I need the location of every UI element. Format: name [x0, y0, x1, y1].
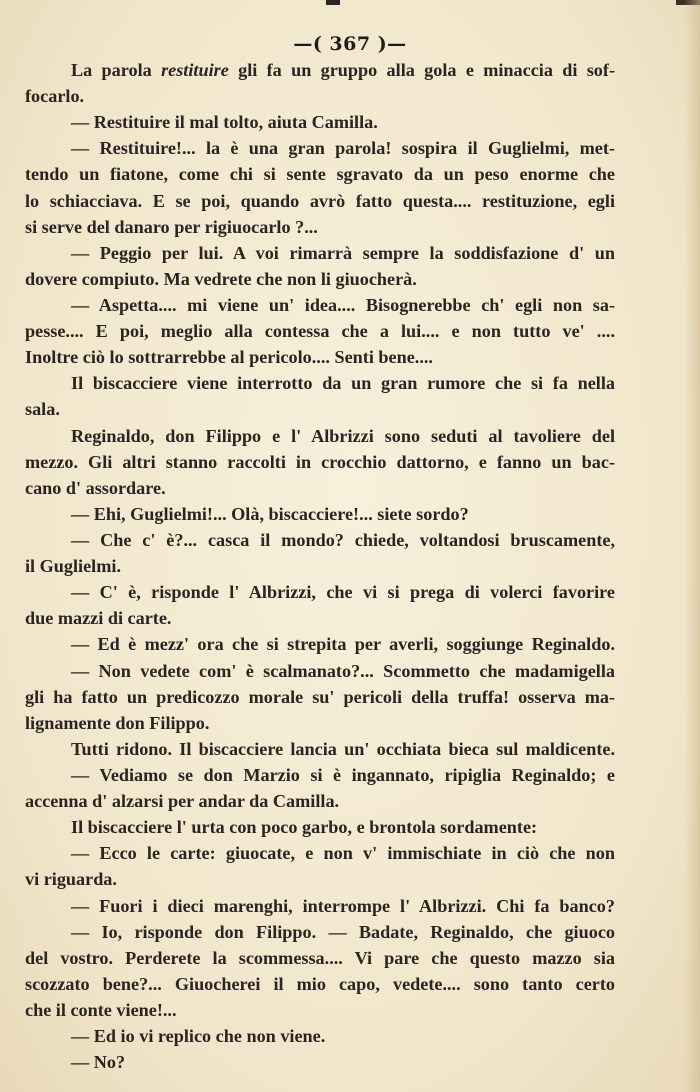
text-line: accenna d' alzarsi per andar da Camilla. — [25, 791, 340, 812]
text-line: — Restituire il mal tolto, aiuta Camilla. — [71, 112, 378, 133]
text-line: La parola restituire gli fa un gruppo alla gola e minaccia di sof- — [71, 60, 616, 80]
page-number-header: —( 367 )— — [293, 33, 407, 55]
text-line: vi riguarda. — [25, 869, 117, 890]
text-line: — C' è, risponde l' Albrizzi, che vi si prega di volerci favorire — [71, 582, 615, 603]
text-line: lo schiacciava. E se poi, quando avrò fatto questa.... restituzione, egli — [25, 190, 615, 211]
text-line: lignamente don Filippo. — [25, 712, 210, 733]
text-line: — No? — [71, 1052, 126, 1073]
text-line: — Aspetta.... mi viene un' idea.... Bisognerebbe ch' egli non sa- — [71, 294, 615, 315]
text-line: — Non vedete com' è scalmanato?... Scommetto che madamigella — [71, 660, 615, 681]
text-line: pesse.... E poi, meglio alla contessa che a lui.... e non tutto ve' .... — [25, 321, 615, 342]
text-line: — Ecco le carte: giuocate, e non v' immischiate in ciò che non — [71, 843, 615, 864]
text-line: cano d' assordare. — [25, 477, 166, 498]
text-line: tendo un fiatone, come chi si sente sgravato da un peso enorme che — [25, 164, 615, 185]
text-line: sala. — [25, 399, 60, 420]
text-line: due mazzi di carte. — [25, 608, 172, 629]
text-line: — Peggio per lui. A voi rimarrà sempre la soddisfazione d' un — [71, 242, 615, 263]
text-line: il Guglielmi. — [25, 556, 121, 577]
text-line: si serve del danaro per rigiuocarlo ?... — [25, 216, 318, 237]
body-text — [25, 57, 615, 1075]
text-line: — Ehi, Guglielmi!... Olà, biscacciere!... siete sordo? — [71, 503, 469, 524]
text-line: Inoltre ciò lo sottrarrebbe al pericolo.... Senti bene.... — [25, 347, 433, 368]
text-line: — Che c' è?... casca il mondo? chiede, voltandosi bruscamente, — [71, 529, 615, 550]
text-line: — Io, risponde don Filippo. — Badate, Reginaldo, che giuoco — [71, 921, 615, 942]
text-line: — Restituire!... la è una gran parola! sospira il Guglielmi, met- — [71, 138, 615, 159]
text-line: Il biscacciere viene interrotto da un gran rumore che si fa nella — [71, 373, 615, 394]
page-edge-shadow — [684, 0, 700, 1092]
text-line: Tutti ridono. Il biscacciere lancia un' occhiata bieca sul maldicente. — [71, 738, 615, 759]
text-line: gli ha fatto un predicozzo morale su' pericoli della truffa! osserva ma- — [25, 686, 615, 707]
text-line: scozzato bene?... Giuocherei il mio capo, vedete.... sono tanto certo — [25, 973, 615, 994]
top-edge-mark — [326, 0, 340, 5]
text-line: focarlo. — [25, 86, 85, 107]
italic-word: restituire — [161, 60, 229, 80]
text-line: mezzo. Gli altri stanno raccolti in crocchio dattorno, e fanno un bac- — [25, 451, 615, 472]
text-line: Il biscacciere l' urta con poco garbo, e brontola sordamente: — [71, 817, 538, 838]
text-line: del vostro. Perderete la scommessa.... Vi pare che questo mazzo sia — [25, 947, 615, 968]
text-line: dovere compiuto. Ma vedrete che non li giuocherà. — [25, 268, 417, 289]
text-line: — Ed io vi replico che non viene. — [71, 1026, 326, 1047]
text-line: che il conte viene!... — [25, 999, 177, 1020]
text-line: Reginaldo, don Filippo e l' Albrizzi sono seduti al tavoliere del — [71, 425, 615, 446]
text-line: — Vediamo se don Marzio si è ingannato, ripiglia Reginaldo; e — [71, 764, 615, 785]
text-line: — Fuori i dieci marenghi, interrompe l' Albrizzi. Chi fa banco? — [71, 895, 615, 916]
text-line: — Ed è mezz' ora che si strepita per averli, soggiunge Reginaldo. — [71, 634, 615, 655]
